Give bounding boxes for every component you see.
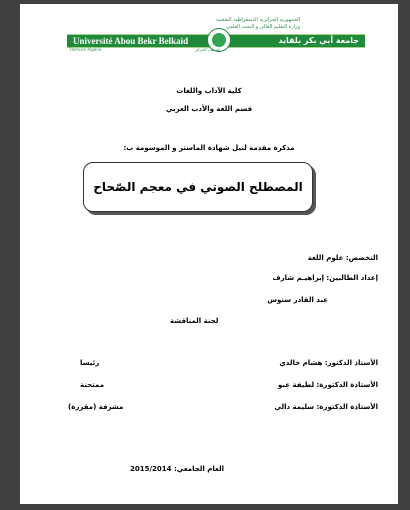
second-student: عبد القادر سنوس <box>267 296 328 304</box>
committee-member-role: مشرفة (مقررة) <box>68 403 124 411</box>
specialty: التخصص: علوم اللغة <box>307 254 378 262</box>
faculty-name: كلية الآداب واللغات <box>176 87 242 95</box>
document-page <box>20 4 398 504</box>
committee-member-name: الأستاذة الدكتورة: سليمة دالي <box>274 403 378 411</box>
thesis-title: المصطلح الصوتي في معجم الصّحاح <box>93 180 303 194</box>
republic-line: الجمهورية الجزائرية الديمقراطية الشعبية <box>216 17 300 23</box>
committee-member-role: رئيسا <box>80 359 100 367</box>
city-fr: Tlemcen Algérie <box>69 47 102 52</box>
prepared-by: إعداد الطالبين: إبراهيـم شارف <box>272 274 378 282</box>
thesis-title-box <box>83 162 313 212</box>
university-name-fr: Université Abou Bekr Belkaid <box>73 36 189 46</box>
ministry-line: وزارة التعليم العالي و البحث العلمي <box>225 24 300 30</box>
committee-member-role: ممتحنة <box>80 381 105 389</box>
department-name: قسم اللغة والأدب العربي <box>165 105 253 113</box>
city-ar: تلمسان الجزائر <box>195 47 221 52</box>
logo-emblem <box>212 33 226 47</box>
university-name-ar: جامعة أبي بكر بلقايد <box>278 36 359 45</box>
committee-heading: لجنة المناقشة <box>170 317 219 325</box>
committee-member-name: الأستاذ الدكتور: هشام خالدي <box>279 359 378 367</box>
academic-year: العام الجامعي: 2015/2014 <box>130 465 225 473</box>
thesis-intro: مذكرة مقدمة لنيل شهادة الماستر و الموسومة ب: <box>123 144 295 152</box>
committee-member-name: الأستاذة الدكتورة: لطيفة عبو <box>278 381 378 389</box>
university-header <box>65 16 365 50</box>
